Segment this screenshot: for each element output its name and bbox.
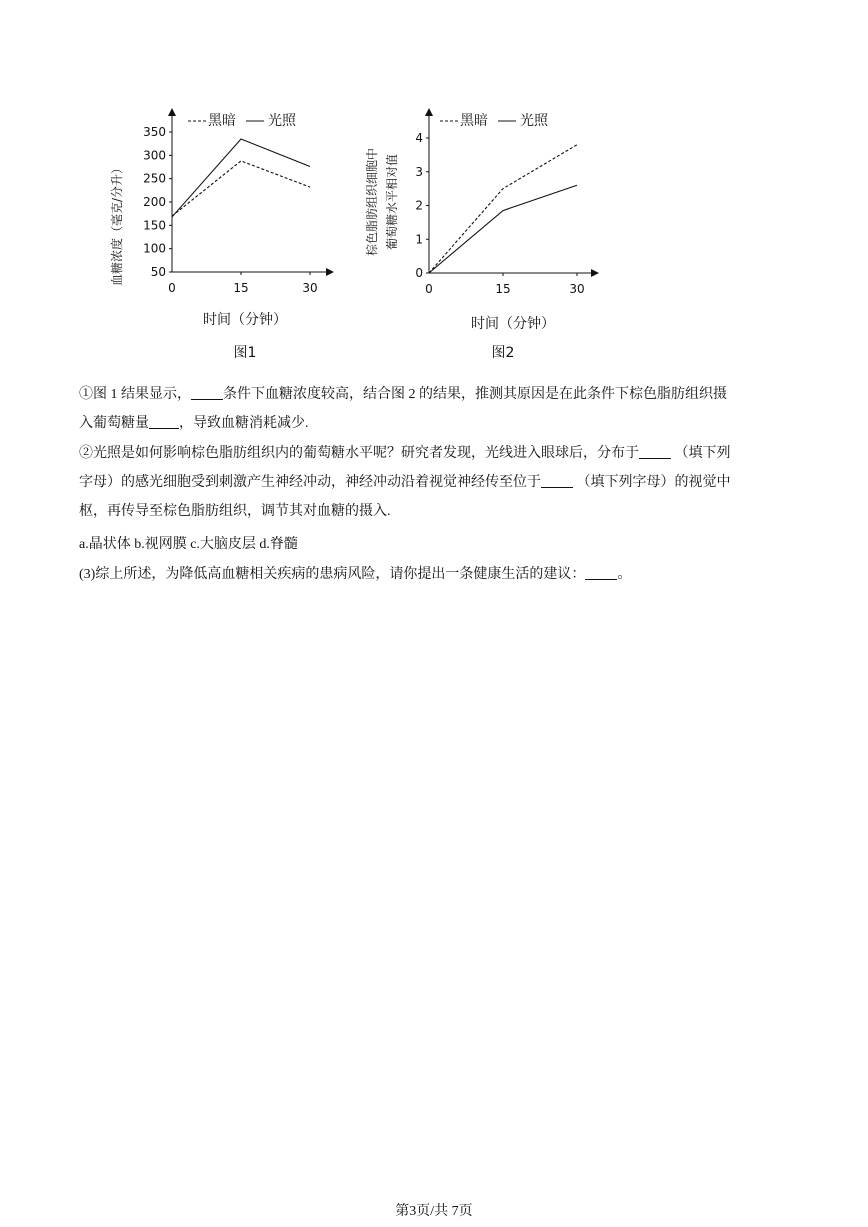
y-tick-label: 300 [143,148,166,163]
x-tick-label: 0 [168,281,176,295]
q1-text-b: 条件下血糖浓度较高，结合图 2 的结果，推测其原因是在此条件下棕色脂肪组织摄 [223,387,727,402]
y-tick-label: 3 [415,164,423,179]
y-tick-label: 150 [143,218,166,233]
question-3-paragraph [79,560,791,589]
figure-2-chart [355,98,615,370]
light-series-line [172,139,310,217]
x-axis-arrow [591,269,599,277]
y-axis-title: 血糖浓度（毫克/分升） [110,161,124,287]
figure-1-chart [100,98,340,370]
question-2-paragraph [79,439,791,526]
page-footer: 第3页/共 7页 [395,1204,473,1219]
q2-text-c: 字母）的感光细胞受到刺激产生神经冲动，神经冲动沿着视觉神经传至位于 [79,475,541,490]
legend-light-label: 光照 [268,113,296,129]
question-1-paragraph [79,380,791,438]
y-tick-label: 350 [143,125,166,139]
y-axis-title-line-1: 棕色脂肪组织细胞中 [365,147,379,257]
y-tick-label: 250 [143,171,166,186]
q1-text-a: ①图 1 结果显示， [79,387,191,402]
y-axis-arrow [425,108,433,116]
q3-text-a: (3)综上所述，为降低高血糖相关疾病的患病风险，请你提出一条健康生活的建议： [79,567,586,582]
q3-text-b: 。 [617,567,632,582]
figure-1 [100,98,340,370]
y-tick-label: 100 [143,241,166,256]
x-tick-label: 30 [569,282,585,296]
x-tick-label: 15 [495,282,511,296]
figure-caption: 图2 [491,345,515,361]
q1-text-c: 入葡萄糖量 [79,416,149,431]
q2-text-b: （填下列 [674,446,731,461]
q2-text-e: 枢，再传导至棕色脂肪组织，调节其对血糖的摄入. [79,504,391,519]
x-tick-label: 15 [233,281,249,295]
x-axis-title: 时间（分钟） [471,316,555,332]
y-tick-label: 50 [150,265,166,279]
answer-blank-5[interactable] [585,565,617,580]
y-tick-label: 200 [143,195,166,209]
answer-blank-1[interactable] [191,385,223,400]
figure-caption: 图1 [233,345,257,361]
answer-blank-4[interactable] [541,473,573,488]
q2-text-d: （填下列字母）的视觉中 [576,475,731,490]
y-axis-title-line-2: 葡萄糖水平相对值 [385,153,399,251]
y-tick-label: 2 [415,198,423,213]
figure-2-legend [440,112,549,129]
dark-series-line [172,161,310,216]
x-tick-label: 0 [425,282,433,296]
x-axis-title: 时间（分钟） [203,312,287,328]
y-tick-label: 0 [415,266,423,280]
x-axis-arrow [326,268,334,276]
legend-dark-label: 黑暗 [208,113,236,129]
y-axis-arrow [168,108,176,116]
y-tick-label: 1 [415,232,423,247]
q2-text-a: ②光照是如何影响棕色脂肪组织内的葡萄糖水平呢？研究者发现，光线进入眼球后，分布于 [79,446,639,461]
answer-blank-3[interactable] [639,444,671,459]
light-series-line [429,185,577,273]
answer-blank-2[interactable] [149,414,179,429]
answer-options [79,530,791,559]
legend-dark-label: 黑暗 [460,113,488,129]
figure-1-legend [188,112,297,129]
legend-light-label: 光照 [520,113,548,129]
y-tick-label: 4 [415,131,423,145]
x-tick-label: 30 [302,281,318,295]
options-text: a.晶状体 b.视网膜 c.大脑皮层 d.脊髓 [79,537,298,552]
q1-text-d: ，导致血糖消耗减少. [179,416,309,431]
figure-2 [355,98,615,370]
